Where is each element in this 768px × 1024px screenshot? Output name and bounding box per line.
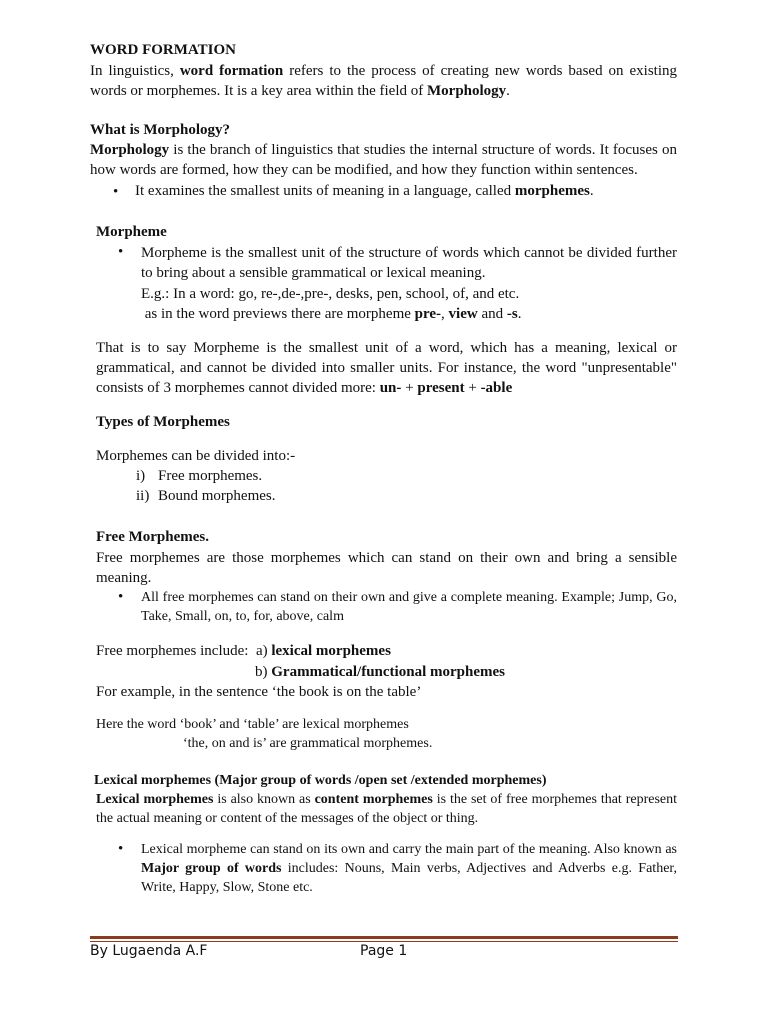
- bullet-icon: •: [113, 184, 119, 200]
- morpheme-definition: Morpheme is the smallest unit of the structure of words which cannot be divided further to bring about a sensible grammatical or lexical meaning.: [141, 245, 677, 281]
- free-include-a: Free morphemes include: a) lexical morphemes: [96, 643, 391, 659]
- morpheme-example-previews: as in the word previews there are morpheme pre-, view and -s.: [141, 306, 522, 322]
- bullet-icon: •: [118, 589, 124, 605]
- types-intro: Morphemes can be divided into:-: [96, 448, 296, 464]
- footer-author: By Lugaenda A.F: [90, 943, 208, 959]
- page-title: WORD FORMATION: [90, 42, 236, 58]
- intro-paragraph: In linguistics, word formation refers to the process of creating new words based on existing words or morphemes. It is a key area within the field of Morphology.: [90, 63, 677, 99]
- morphology-heading: What is Morphology?: [90, 122, 231, 138]
- types-heading: Types of Morphemes: [96, 414, 230, 430]
- lexical-paragraph: Lexical morphemes is also known as content morphemes is the set of free morphemes that represent the actual meaning or content of the messages of the object or thing.: [96, 792, 678, 826]
- free-example: For example, in the sentence ‘the book is on the table’: [96, 684, 422, 700]
- free-here-grammatical: ‘the, on and is’ are grammatical morphemes.: [183, 736, 433, 751]
- that-is-paragraph: That is to say Morpheme is the smallest unit of a word, which has a meaning, lexical or grammatical, and cannot be divided into smaller units. For instance, the word "unpresentable" consists of 3 morphemes cannot divided more: un- + present + -able: [96, 340, 677, 396]
- free-heading: Free Morphemes.: [96, 529, 210, 545]
- footer-page-number: Page 1: [360, 943, 408, 959]
- list-item: ii) Bound morphemes.: [136, 488, 276, 504]
- morpheme-heading: Morpheme: [96, 224, 167, 240]
- lexical-heading: Lexical morphemes (Major group of words /open set /extended morphemes): [94, 773, 547, 788]
- morpheme-example: E.g.: In a word: go, re-,de-,pre-, desks, pen, school, of, and etc.: [141, 286, 520, 302]
- morphology-paragraph: Morphology is the branch of linguistics that studies the internal structure of words. It focuses on how words are formed, how they can be modified, and how they function within sentences.: [90, 142, 677, 178]
- free-include-b: b) Grammatical/functional morphemes: [255, 664, 505, 680]
- lexical-bullet: Lexical morpheme can stand on its own and carry the main part of the meaning. Also known as Major group of words includes: Nouns, Main verbs, Adjectives and Adverbs e.g. Father, Write, Happy, Slow, Stone etc.: [141, 842, 678, 895]
- morphology-bullet: It examines the smallest units of meaning in a language, called morphemes.: [135, 183, 594, 199]
- bullet-icon: •: [118, 244, 124, 260]
- free-here-lexical: Here the word ‘book’ and ‘table’ are lexical morphemes: [96, 717, 409, 732]
- list-item: i) Free morphemes.: [136, 468, 263, 484]
- bullet-icon: •: [118, 841, 124, 857]
- footer-rule-thick: [90, 936, 678, 939]
- free-bullet: All free morphemes can stand on their own and give a complete meaning. Example; Jump, Go, Take, Small, on, to, for, above, calm: [141, 590, 677, 624]
- free-paragraph: Free morphemes are those morphemes which can stand on their own and bring a sensible meaning.: [96, 550, 677, 586]
